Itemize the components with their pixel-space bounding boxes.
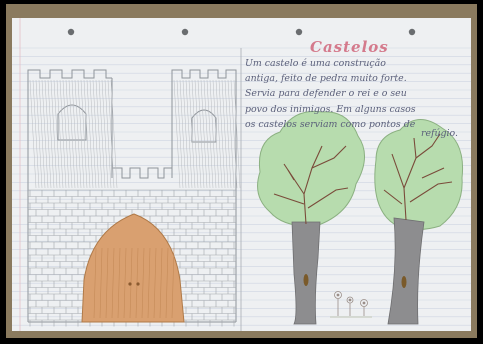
shading-stroke <box>192 80 198 188</box>
body-text <box>245 56 465 141</box>
text-line: povo dos inimigos. Em alguns casos <box>245 103 416 115</box>
shading-stroke <box>72 80 78 188</box>
shading-stroke <box>39 80 45 188</box>
shading-stroke <box>195 80 201 188</box>
shading-stroke <box>48 80 54 188</box>
text-line: os castelos serviam como pontos de <box>245 118 416 130</box>
shading-stroke <box>189 80 195 188</box>
castle-shading <box>30 80 240 188</box>
tree-right <box>375 119 463 324</box>
shading-stroke <box>102 80 108 188</box>
text-line: Um castelo é uma construção <box>245 58 386 69</box>
shading-stroke <box>78 80 84 188</box>
shading-stroke <box>204 80 210 188</box>
shading-stroke <box>105 80 111 188</box>
shading-stroke <box>225 80 231 188</box>
flower-drawing <box>330 292 372 318</box>
shading-stroke <box>45 80 51 188</box>
shading-stroke <box>36 80 42 188</box>
shading-stroke <box>33 80 39 188</box>
shading-stroke <box>183 80 189 188</box>
shading-stroke <box>180 80 186 188</box>
shading-stroke <box>75 80 81 188</box>
shading-stroke <box>87 80 93 188</box>
text-line: Servia para defender o rei e o seu <box>245 88 407 100</box>
shading-stroke <box>213 80 219 188</box>
shading-stroke <box>216 80 222 188</box>
castle-door <box>82 214 184 322</box>
shading-stroke <box>96 80 102 188</box>
shading-stroke <box>42 80 48 188</box>
shading-stroke <box>60 80 66 188</box>
shading-stroke <box>198 80 204 188</box>
shading-stroke <box>108 80 114 188</box>
page-title: Castelos <box>310 38 389 56</box>
shading-stroke <box>207 80 213 188</box>
shading-stroke <box>63 80 69 188</box>
door-knob <box>136 282 139 285</box>
shading-stroke <box>51 80 57 188</box>
shading-stroke <box>222 80 228 188</box>
shading-stroke <box>234 80 240 188</box>
shading-stroke <box>201 80 207 188</box>
shading-stroke <box>66 80 72 188</box>
shading-stroke <box>174 80 180 188</box>
shading-stroke <box>186 80 192 188</box>
shading-stroke <box>177 80 183 188</box>
shading-stroke <box>219 80 225 188</box>
shading-stroke <box>84 80 90 188</box>
shading-stroke <box>210 80 216 188</box>
shading-stroke <box>69 80 75 188</box>
text-line: antiga, feito de pedra muito forte. <box>245 73 407 85</box>
paper-sheet <box>12 18 471 331</box>
shading-stroke <box>30 80 36 188</box>
shading-stroke <box>93 80 99 188</box>
door-knob <box>128 282 131 285</box>
punch-holes <box>68 29 415 35</box>
text-line: refúgio. <box>421 128 458 140</box>
shading-stroke <box>54 80 60 188</box>
shading-stroke <box>90 80 96 188</box>
tree-left <box>258 111 365 324</box>
shading-stroke <box>228 80 234 188</box>
shading-stroke <box>99 80 105 188</box>
